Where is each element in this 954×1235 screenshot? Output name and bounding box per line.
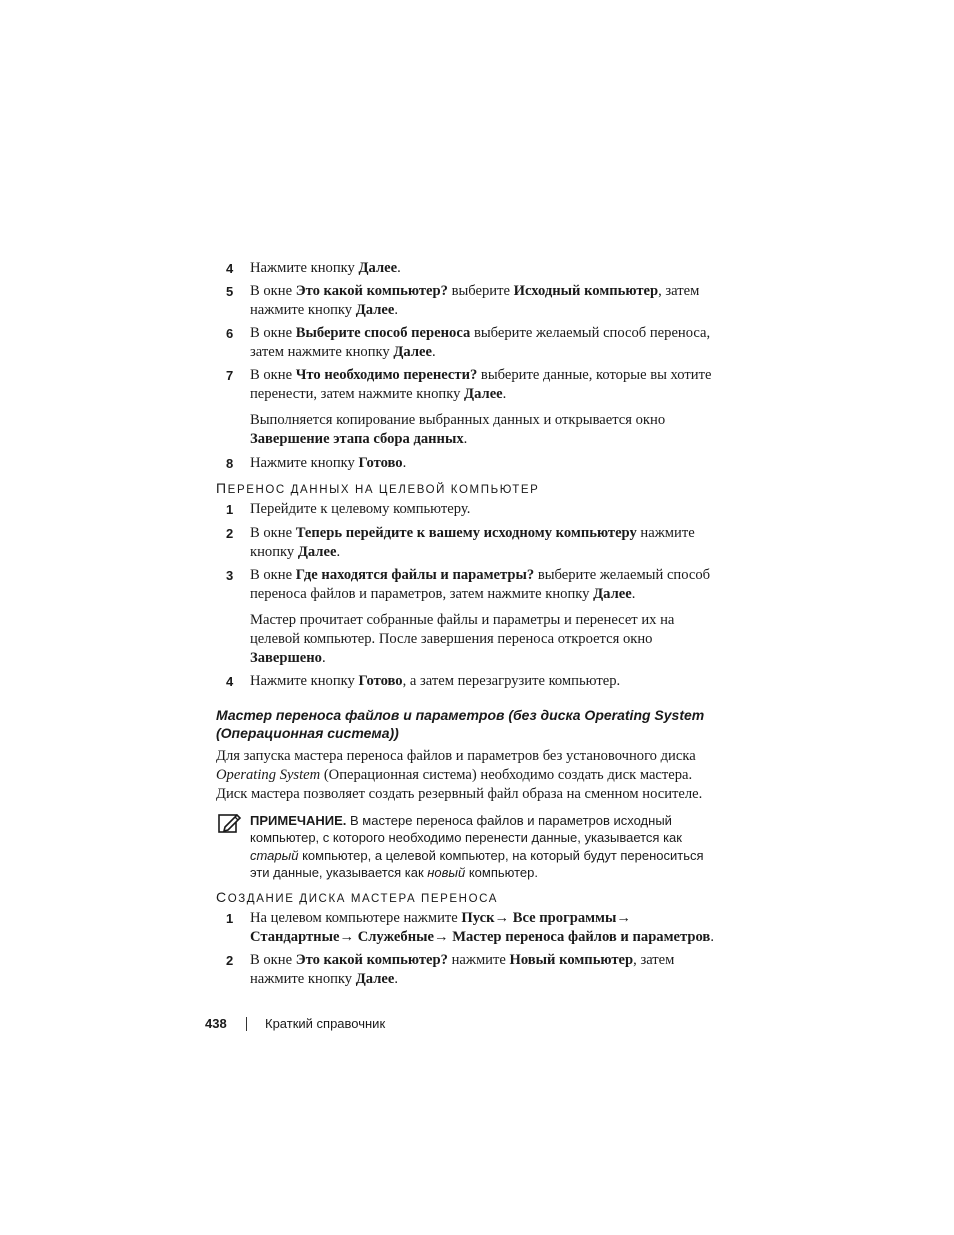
step-paragraph <box>250 566 716 604</box>
text-segment: . <box>631 586 636 602</box>
note-label: ПРИМЕЧАНИЕ. <box>250 813 347 828</box>
text-segment: Перейдите к целевому компьютеру. <box>250 501 471 517</box>
text-segment: Пуск <box>461 910 495 926</box>
step-number: 4 <box>226 261 234 276</box>
step-number: 1 <box>226 911 234 926</box>
text-segment: . <box>397 260 401 276</box>
list-item <box>216 282 716 320</box>
text-segment: Завершено <box>250 650 322 666</box>
text-segment: Далее <box>464 386 503 402</box>
text-segment: компьютер, а целевой компьютер, на который будут переноситься эти данные, указывается как <box>250 847 704 880</box>
step-paragraph <box>250 611 716 668</box>
step-number: 1 <box>226 502 234 517</box>
text-segment: На целевом компьютере нажмите <box>250 910 462 926</box>
text-segment: Далее <box>358 260 398 276</box>
text-segment: выберите <box>447 283 514 299</box>
step-paragraph <box>250 524 716 562</box>
text-segment: Далее <box>393 344 432 360</box>
text-segment: Operating System <box>216 767 321 783</box>
list-item <box>216 259 716 278</box>
step-paragraph <box>250 366 716 404</box>
step-paragraph <box>250 411 716 449</box>
step-number: 6 <box>226 326 234 341</box>
text-segment: . <box>431 344 436 360</box>
note-pencil-icon <box>218 812 242 834</box>
text-segment: компьютер. <box>465 864 539 880</box>
footer-divider <box>246 1017 247 1031</box>
text-segment: . <box>463 431 468 447</box>
list-item <box>216 366 716 449</box>
list-item <box>216 500 716 519</box>
list-item <box>216 566 716 668</box>
text-segment: , затем нажмите кнопку <box>250 283 700 318</box>
text-segment: Далее <box>297 544 337 560</box>
footer-title: Краткий справочник <box>265 1016 386 1031</box>
list-item <box>216 454 716 473</box>
text-segment: Для запуска мастера переноса файлов и параметров без установочного диска <box>216 748 696 764</box>
text-segment: (Операционная система) необходимо создать диск мастера. Диск мастера позволяет создать резервный файл образа на сменном носителе. <box>216 767 703 802</box>
text-segment: нажмите <box>447 952 510 968</box>
text-segment: Далее <box>355 971 395 987</box>
text-segment: В окне <box>250 283 296 299</box>
text-segment: выберите желаемый способ переноса, затем нажмите кнопку <box>250 325 711 360</box>
text-segment: Выполняется копирование выбранных данных и открывается окно <box>250 412 666 428</box>
step-paragraph <box>250 324 716 362</box>
step-paragraph <box>250 672 716 691</box>
text-segment: Все программы <box>512 910 617 926</box>
text-segment: Готово <box>358 455 403 471</box>
text-segment: Нажмите кнопку <box>250 673 359 689</box>
section-heading-transfer: ПЕРЕНОС ДАННЫХ НА ЦЕЛЕВОЙ КОМПЬЮТЕР <box>216 480 540 496</box>
note-text <box>250 812 720 881</box>
text-segment: нажмите кнопку <box>250 525 695 560</box>
text-segment: → <box>433 929 453 945</box>
step-paragraph <box>250 500 716 519</box>
text-segment: . <box>502 386 507 402</box>
intro-paragraph <box>216 747 716 804</box>
step-paragraph <box>250 951 716 989</box>
text-segment: . <box>321 650 326 666</box>
step-paragraph <box>250 259 716 278</box>
list-item <box>216 909 716 947</box>
step-number: 7 <box>226 368 234 383</box>
step-number: 4 <box>226 674 234 689</box>
text-segment: Нажмите кнопку <box>250 260 359 276</box>
text-segment: . <box>394 302 399 318</box>
step-number: 5 <box>226 284 234 299</box>
list-item <box>216 524 716 562</box>
text-segment: Нажмите кнопку <box>250 455 359 471</box>
text-segment: , а затем перезагрузите компьютер. <box>402 673 621 689</box>
text-segment: . <box>710 929 714 945</box>
list-item <box>216 672 716 691</box>
step-number: 3 <box>226 568 234 583</box>
step-number: 8 <box>226 456 234 471</box>
text-segment: Теперь перейдите к вашему исходному компьютеру <box>295 525 637 541</box>
text-segment: Выберите способ переноса <box>295 325 471 341</box>
page-number: 438 <box>205 1016 227 1031</box>
step-paragraph <box>250 909 716 947</box>
list-item <box>216 951 716 989</box>
text-segment: новый <box>427 864 466 880</box>
text-segment: В окне <box>250 325 296 341</box>
text-segment: Это какой компьютер? <box>295 952 448 968</box>
text-segment: Что необходимо перенести? <box>295 367 478 383</box>
text-segment: . <box>394 971 399 987</box>
text-segment: Готово <box>358 673 403 689</box>
text-segment: → <box>339 929 358 945</box>
step-paragraph <box>250 282 716 320</box>
text-segment: Далее <box>355 302 395 318</box>
text-segment: Завершение этапа сбора данных <box>250 431 464 447</box>
section-title: Мастер переноса файлов и параметров (без диска Operating System (Операционная система)) <box>216 707 705 741</box>
text-segment: Исходный компьютер <box>513 283 659 299</box>
text-segment: Новый компьютер <box>509 952 634 968</box>
text-segment: Стандартные <box>250 929 340 945</box>
text-segment: Мастер переноса файлов и параметров <box>452 929 711 945</box>
text-segment: → <box>494 910 513 926</box>
step-number: 2 <box>226 953 234 968</box>
text-segment: В окне <box>250 367 296 383</box>
list-item <box>216 324 716 362</box>
text-segment: , затем нажмите кнопку <box>250 952 675 987</box>
text-segment: → <box>616 910 631 926</box>
text-segment: Служебные <box>357 929 434 945</box>
step-number: 2 <box>226 526 234 541</box>
text-segment: . <box>336 544 341 560</box>
text-segment: В мастере переноса файлов и параметров исходный компьютер, с которого необходимо перенести данные, указывается как <box>250 813 682 846</box>
text-segment: старый <box>250 847 299 863</box>
text-segment: Это какой компьютер? <box>295 283 448 299</box>
text-segment: . <box>402 455 407 471</box>
text-segment: выберите данные, которые вы хотите перенести, затем нажмите кнопку <box>250 367 712 402</box>
section-heading-create: СОЗДАНИЕ ДИСКА МАСТЕРА ПЕРЕНОСА <box>216 889 499 905</box>
text-segment: Мастер прочитает собранные файлы и параметры и перенесет их на целевой компьютер. После завершения переноса откроется окно <box>250 612 675 647</box>
text-segment: В окне <box>250 525 296 541</box>
text-segment: выберите желаемый способ переноса файлов и параметров, затем нажмите кнопку <box>250 567 711 602</box>
step-paragraph <box>250 454 716 473</box>
text-segment: Далее <box>593 586 632 602</box>
text-segment: В окне <box>250 952 296 968</box>
text-segment: Где находятся файлы и параметры? <box>295 567 535 583</box>
text-segment: В окне <box>250 567 296 583</box>
